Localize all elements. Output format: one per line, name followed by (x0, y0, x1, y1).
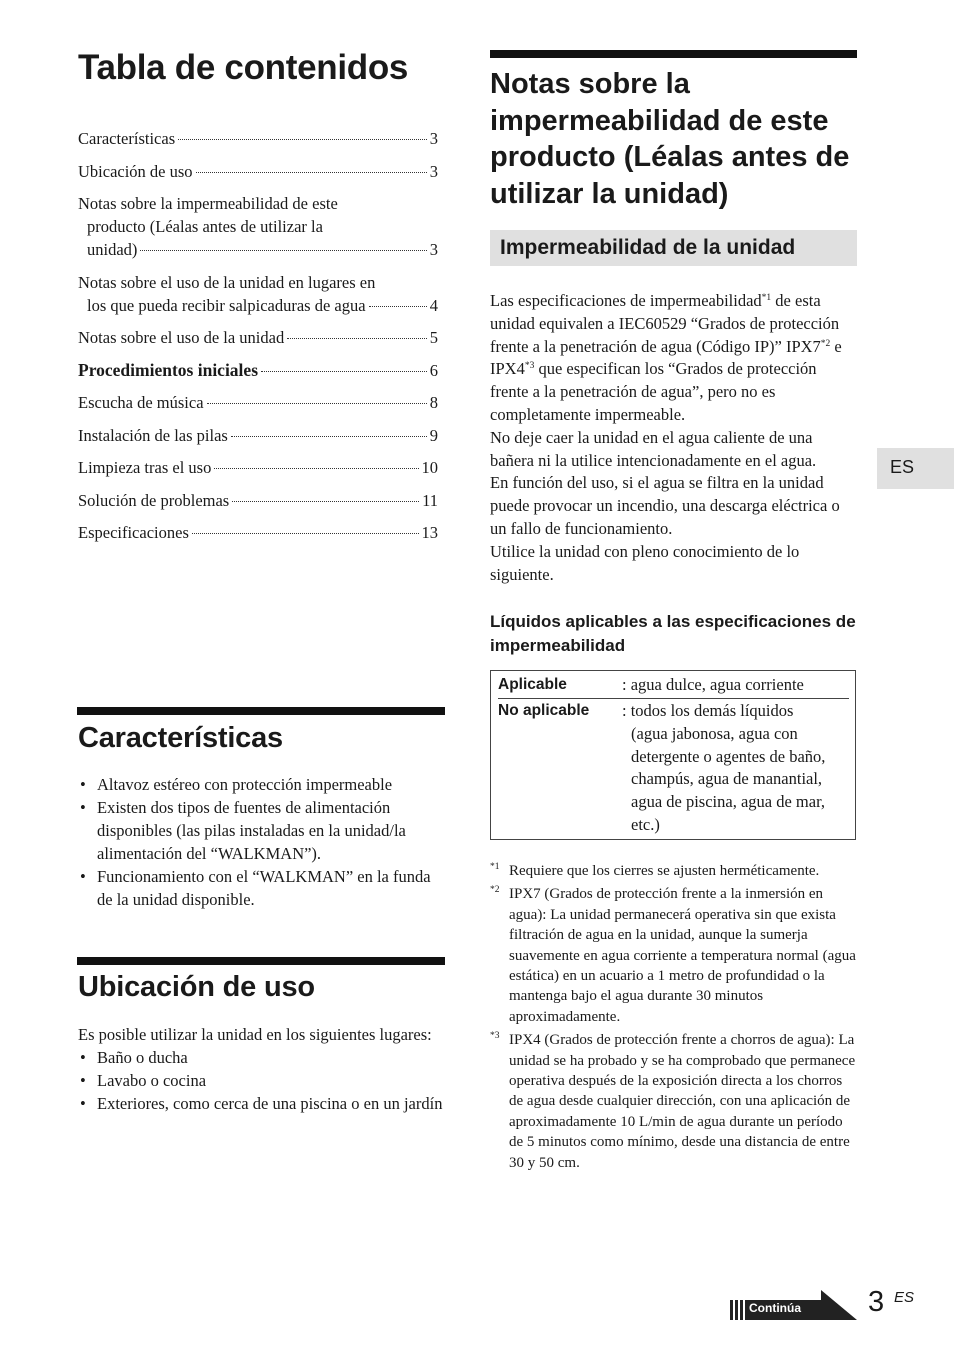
toc-leader (231, 436, 427, 437)
footnote (490, 861, 860, 881)
toc-title: Tabla de contenidos (78, 48, 409, 87)
text-run: e IPX4 (490, 336, 842, 379)
toc-item-text-line: Notas sobre el uso de la unidad en lugares en (78, 272, 376, 292)
toc-item-page: 10 (421, 458, 438, 477)
footnotes (490, 861, 860, 1176)
footnote-text: Requiere que los cierres se ajusten herméticamente. (509, 863, 820, 879)
table-of-contents (78, 127, 438, 554)
toc-item-page: 6 (429, 360, 438, 380)
paragraph: No deje caer la unidad en el agua caliente de una bañera ni la utilice intencionadamente en el agua. (490, 427, 817, 470)
page-suffix: ES (894, 1289, 915, 1306)
toc-item-text: Solución de problemas (78, 490, 230, 510)
footnote-mark: *2 (820, 338, 831, 349)
text-run: de esta unidad equivalen a IEC60529 “Grados de protección frente a la penetración de agua (Código IP)” IPX7 (490, 291, 840, 356)
footnote-mark: *1 (490, 862, 500, 872)
waterproof-title: Notas sobre la impermeabilidad de este producto (Léalas antes de utilizar la unidad) (490, 68, 850, 210)
page-number: 3 (868, 1286, 885, 1318)
toc-item-page: 4 (429, 295, 438, 315)
toc-item-page: 5 (429, 328, 438, 347)
toc-leader (196, 172, 427, 173)
footnote (490, 1030, 860, 1173)
toc-item[interactable] (78, 271, 438, 317)
toc-leader (192, 533, 419, 534)
toc-item-page: 13 (421, 523, 438, 542)
toc-item[interactable] (78, 424, 438, 447)
liquids-table (490, 670, 856, 840)
footnote-mark: *3 (524, 361, 535, 372)
table-cell-label: Aplicable (498, 676, 567, 693)
toc-item-page: 9 (429, 425, 438, 445)
toc-leader (287, 338, 427, 339)
usage-intro: Es posible utilizar la unidad en los siguientes lugares: (78, 1025, 432, 1044)
toc-item-text-line: Notas sobre la impermeabilidad de este (78, 194, 338, 213)
toc-item[interactable] (78, 326, 438, 349)
toc-item-text: Características (78, 129, 176, 148)
paragraph: Utilice la unidad con pleno conocimiento de lo siguiente. (490, 541, 800, 584)
list-item: • Funcionamiento con el “WALKMAN” en la funda de la unidad disponible. (78, 865, 446, 911)
toc-item-page: 8 (429, 393, 438, 412)
toc-item-page: 3 (429, 129, 438, 148)
table-cell-label: No aplicable (498, 702, 590, 719)
toc-leader (369, 306, 427, 307)
toc-leader (178, 139, 427, 140)
subsection-band (490, 230, 857, 266)
footnote-mark: *3 (490, 1031, 500, 1042)
table-cell-detail: (agua jabonosa, agua con detergente o agentes de baño, champús, agua de manantial, agua de piscina, agua de mar, etc.) (631, 723, 826, 834)
subsection-title: Impermeabilidad de la unidad (500, 236, 796, 259)
toc-item-text: Procedimientos iniciales (78, 359, 258, 380)
toc-item-text: unidad) (87, 240, 138, 259)
toc-item-text: Notas sobre el uso de la unidad (78, 328, 285, 347)
toc-leader (207, 403, 427, 404)
toc-item-section[interactable] (78, 359, 438, 382)
usage-section (78, 1023, 446, 1115)
toc-item-page: 3 (429, 240, 438, 259)
text-run: Las especificaciones de impermeabilidad (490, 291, 762, 310)
table-divider (498, 698, 849, 699)
table-cell-text: : todos los demás líquidos (622, 701, 794, 720)
toc-item-last-line (78, 294, 438, 317)
continue-button[interactable] (729, 1290, 857, 1320)
toc-item-page: 11 (422, 490, 438, 510)
toc-leader (214, 468, 418, 469)
footnote-mark: *2 (490, 885, 500, 896)
toc-item[interactable] (78, 192, 438, 261)
toc-item[interactable] (78, 127, 438, 150)
toc-item-text: Escucha de música (78, 393, 204, 412)
toc-item[interactable] (78, 160, 438, 183)
footnote-text: IPX4 (Grados de protección frente a chorros de agua): La unidad se ha probado y se ha comprobado que permanece operativa después de la exposición directa a los chorros de agua desde cualquier dirección, con una aplicación de aproximadamente 10 L/min de agua durante un período de 5 minutos como mínimo, desde una distancia de entre 30 y 50 cm. (509, 1032, 856, 1171)
features-title: Características (78, 722, 283, 754)
section-rule (77, 957, 445, 965)
toc-item-text: Limpieza tras el uso (78, 458, 212, 477)
continue-label: Continúa (749, 1301, 801, 1315)
toc-leader (232, 501, 419, 502)
list-item: • Baño o ducha (78, 1046, 446, 1069)
footnote-text: IPX7 (Grados de protección frente a la inmersión en agua): La unidad permanecerá operativa sin que exista filtración de agua en la unidad, aunque la sumerja suavemente en agua corriente a temperatura normal (agua estática) en un acuario a 1 metro de profundidad o la mantenga bajo el agua durante 30 minutos aproximadamente. (509, 886, 856, 1025)
toc-item[interactable] (78, 456, 438, 479)
table-cell-value: : agua dulce, agua corriente (622, 675, 804, 694)
paragraph (490, 290, 858, 427)
toc-item[interactable] (78, 391, 438, 414)
toc-item[interactable] (78, 489, 438, 512)
footnote-mark: *1 (761, 293, 772, 303)
features-list (78, 773, 446, 911)
list-item: • Altavoz estéreo con protección impermeable (78, 773, 446, 796)
text-run: que especifican los “Grados de protección frente a la penetración de agua”, pero no es completamente impermeable. (490, 359, 817, 424)
liquids-title: Líquidos aplicables a las especificaciones de impermeabilidad (490, 612, 856, 655)
toc-item-text: Ubicación de uso (78, 161, 193, 181)
waterproof-body (490, 290, 858, 586)
toc-leader (261, 371, 427, 372)
language-tab (877, 448, 954, 489)
list-item: • Lavabo o cocina (78, 1069, 446, 1092)
footnote (490, 884, 860, 1027)
section-rule (77, 707, 445, 715)
usage-title: Ubicación de uso (78, 971, 315, 1003)
section-rule (490, 50, 857, 58)
list-item: • Existen dos tipos de fuentes de alimentación disponibles (las pilas instaladas en la unidad/la alimentación del “WALKMAN”). (78, 796, 446, 865)
toc-item-text-line: producto (Léalas antes de utilizar la (87, 217, 323, 236)
toc-item-text: Instalación de las pilas (78, 425, 228, 445)
language-tab-label: ES (890, 457, 915, 477)
toc-item-text: Especificaciones (78, 523, 189, 542)
toc-leader (140, 250, 426, 251)
table-cell-value (622, 700, 849, 837)
toc-item[interactable] (78, 521, 438, 544)
table-row (498, 674, 849, 698)
toc-item-last-line (78, 238, 438, 261)
list-item: • Exteriores, como cerca de una piscina o en un jardín (78, 1092, 446, 1115)
toc-item-text: los que pueda recibir salpicaduras de agua (87, 295, 366, 315)
toc-item-page: 3 (429, 161, 438, 181)
paragraph: En función del uso, si el agua se filtra en la unidad puede provocar un incendio, una descarga eléctrica o un fallo de funcionamiento. (490, 473, 840, 538)
